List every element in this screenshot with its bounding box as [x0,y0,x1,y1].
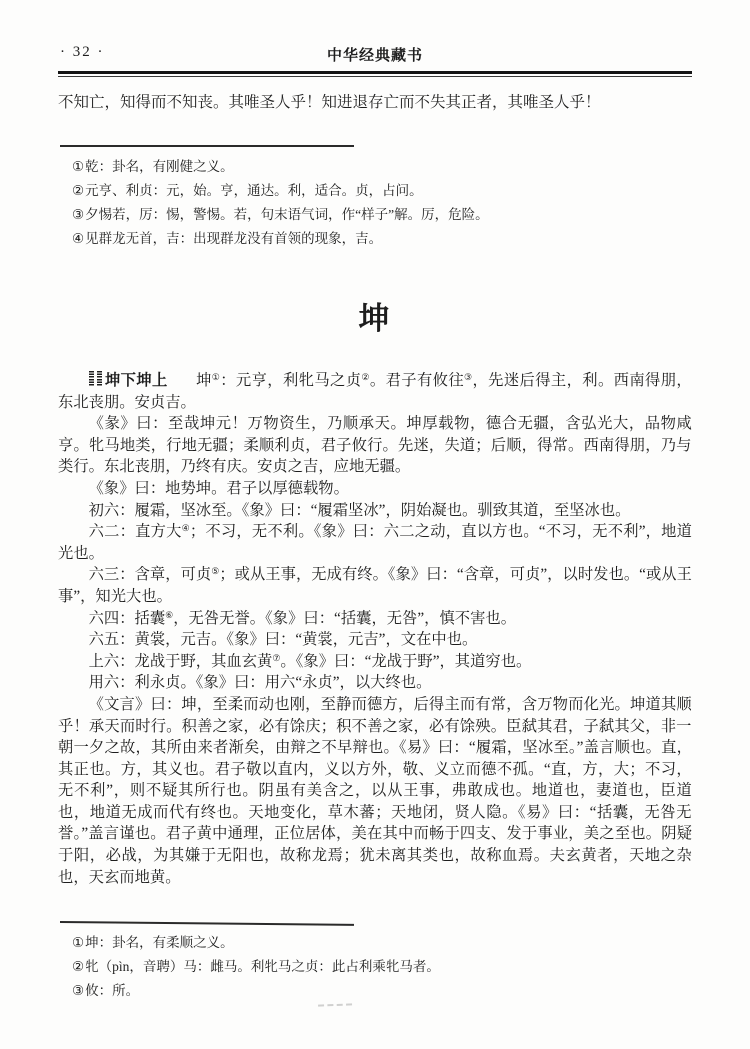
main-text [58,370,692,888]
footnote-item [72,979,692,1003]
hexagram-paragraph [58,370,692,413]
paragraph-liuwu: 六五：黄裳，元吉。《象》曰：“黄裳，元吉”，文在中也。 [88,631,478,649]
footnote-text: 见群龙无首，吉：出现群龙没有首领的现象，吉。 [85,231,383,246]
footnote-marker: ① [72,935,85,951]
footnote-marker: ② [72,183,85,198]
header-rule-thick [58,71,692,74]
paragraph-yongliu: 用六：利永贞。《象》曰：用六“永贞”，以大终也。 [88,674,432,692]
footnote-item [72,931,692,955]
bottom-footnotes [72,931,692,1003]
footnote-text: 攸：所。 [85,983,140,999]
footnote-marker: ③ [72,207,85,222]
footnote-text: 牝（pìn，音聘）马：雌马。利牝马之贞：此占利乘牝马者。 [85,959,440,975]
footnote-text: 坤：卦名，有柔顺之义。 [85,935,234,951]
footnote-marker: ② [72,959,85,975]
paragraph-liusan: 六三：含章，可贞⑤；或从王事，无成有终。《象》曰：“含章，可贞”，以时发也。“或从王事”，知光大也。 [58,566,692,605]
chapter-title: 坤 [358,301,392,336]
footnote-item [72,955,692,979]
top-footnotes [72,155,692,251]
hexagram-label: 坤下坤上 [104,372,168,389]
paragraph-tuan: 《彖》曰：至哉坤元！万物资生，乃顺承天。坤厚载物，德合无疆，含弘光大，品物咸亨。牝马地类，行地无疆；柔顺利贞，君子攸行。先迷，失道；后顺，得常。西南得朋，乃与类行。东北丧朋，乃终有庆。安贞之吉，应地无疆。 [58,415,692,476]
paragraph-shangliu: 上六：龙战于野，其血玄黄⑦。《象》曰：“龙战于野”，其道穷也。 [88,652,532,670]
footnote-item [72,155,692,179]
intro-paragraph: 不知亡，知得而不知丧。其唯圣人乎！知进退存亡而不失其正者，其唯圣人乎！ [58,94,601,111]
paragraph-xiang: 《象》曰：地势坤。君子以厚德载物。 [88,479,349,497]
hexagram-statement: 坤①：元亨，利牝马之贞②。君子有攸往③，先迷后得主，利。西南得朋，东北丧朋。安贞吉。 [58,372,692,411]
page-header [58,44,692,64]
footnote-item [72,227,692,251]
paragraph-liuer: 六二：直方大④；不习，无不利。《象》曰：六二之动，直以方也。“不习，无不利”，地道光也。 [58,523,692,562]
footnote-separator-bottom [60,921,354,926]
footnote-text: 乾：卦名，有刚健之义。 [85,159,234,174]
footnote-marker: ① [72,159,85,174]
page-number: · 32 · [60,44,105,60]
footnote-separator-top [60,145,354,147]
paragraph-wenyan: 《文言》曰：坤，至柔而动也刚，至静而德方，后得主而有常，含万物而化光。坤道其顺乎！承天而时行。积善之家，必有馀庆；积不善之家，必有馀殃。臣弑其君，子弑其父，非一朝一夕之故，其所由来者渐矣，由辩之不早辩也。《易》曰：“履霜，坚冰至。”盖言顺也。直，其正也。方，其义也。君子敬以直内，义以方外，敬、义立而德不孤。“直，方，大；不习，无不利”，则不疑其所行也。阴虽有美含之，以从王事，弗敢成也。地道也，妻道也，臣道也，地道无成而代有终也。天地变化，草木蕃；天地闭，贤人隐。《易》曰：“括囊，无咎无誉。”盖言谨也。君子黄中通理，正位居体，美在其中而畅于四支、发于事业，美之至也。阴疑于阳，必战，为其嫌于无阳也，故称龙焉；犹未离其类也，故称血焉。夫玄黄者，天地之杂也，天玄而地黄。 [58,695,692,886]
footnote-item [72,203,692,227]
paragraph-liusi: 六四：括囊⑥，无咎无誉。《象》曰：“括囊，无咎”，慎不害也。 [88,609,517,627]
scan-artifact [318,1000,352,1006]
header-rule-thin [58,76,692,77]
paragraph-chuliu: 初六：履霜，坚冰至。《象》曰：“履霜坚冰”，阴始凝也。驯致其道，至坚冰也。 [88,501,631,519]
footnote-marker: ③ [72,983,85,999]
footnote-marker: ④ [72,231,85,246]
footnote-item [72,179,692,203]
kun-hexagram-icon [89,371,102,386]
footnote-text: 夕惕若，厉：惕，警惕。若，句末语气词，作“样子”解。厉，危险。 [85,207,489,222]
book-title: 中华经典藏书 [326,47,423,64]
footnote-text: 元亨、利贞：元，始。亨，通达。利，适合。贞，占问。 [85,183,423,198]
